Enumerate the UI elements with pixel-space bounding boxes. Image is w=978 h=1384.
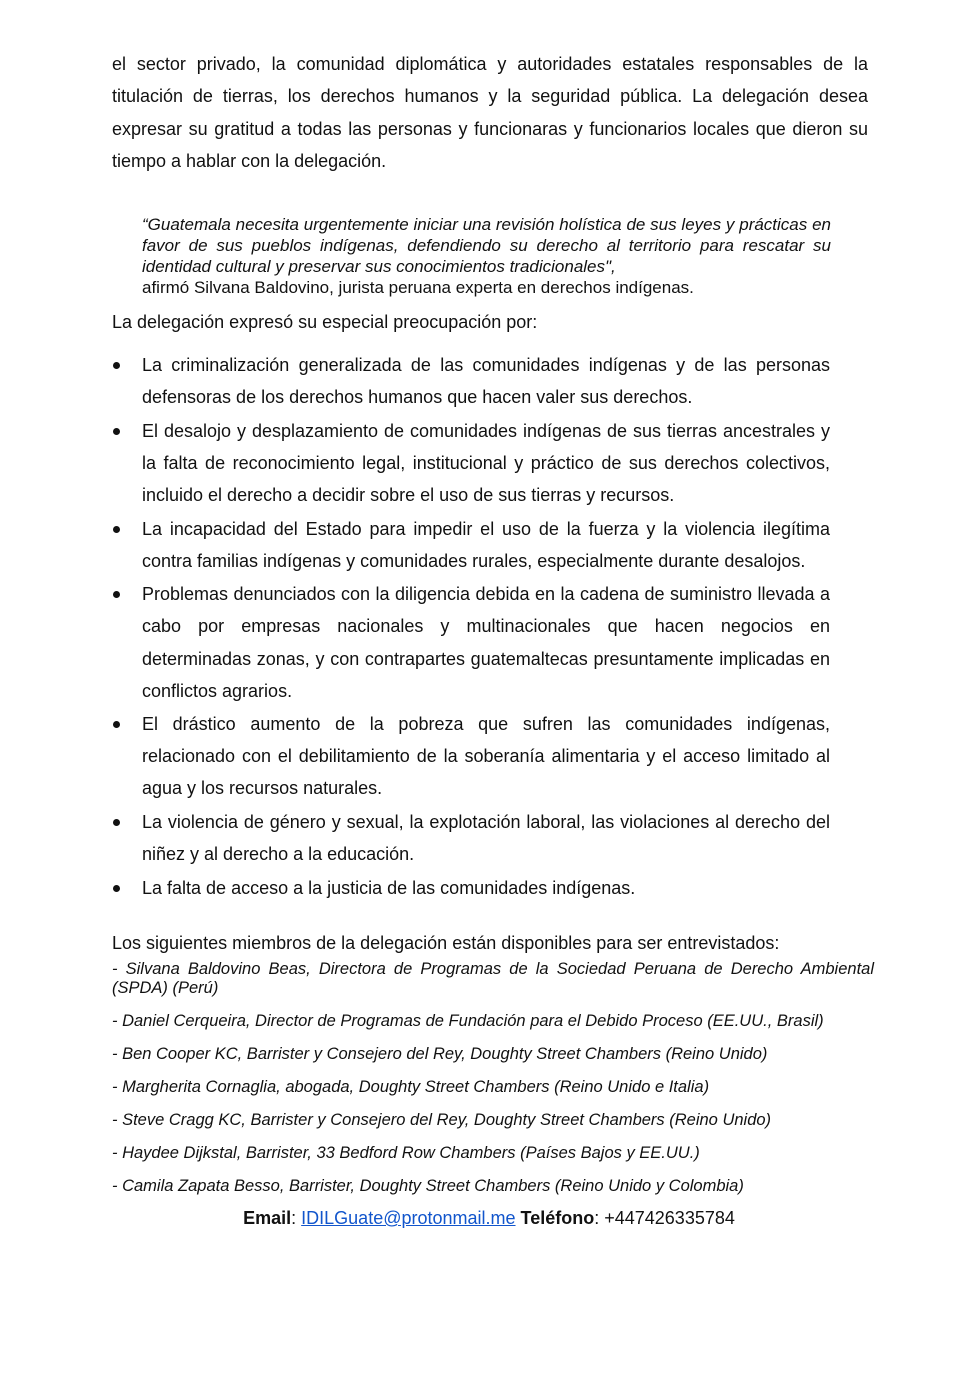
concerns-intro: La delegación expresó su especial preocupación por: <box>112 312 538 333</box>
bullet-icon <box>113 526 120 533</box>
list-item <box>112 872 830 904</box>
contact-line <box>0 1204 978 1232</box>
bullet-icon <box>113 885 120 892</box>
list-item <box>112 708 830 804</box>
member-item: - Camila Zapata Besso, Barrister, Doughty Street Chambers (Reino Unido y Colombia) <box>112 1177 744 1196</box>
members-intro: Los siguientes miembros de la delegación están disponibles para ser entrevistados: <box>112 932 780 953</box>
list-item-text: El drástico aumento de la pobreza que sufren las comunidades indígenas, relacionado con el debilitamiento de la soberanía alimentaria y el acceso limitado al agua y los recursos naturales. <box>142 714 830 799</box>
list-item-text: Problemas denunciados con la diligencia debida en la cadena de suministro llevada a cabo por empresas nacionales y multinacionales que hacen negocios en determinadas zonas, y con contrapartes guatemaltecas presuntamente implicadas en conflictos agrarios. <box>142 584 830 701</box>
email-separator: : <box>291 1208 302 1228</box>
list-item-text: La violencia de género y sexual, la explotación laboral, las violaciones al derecho del niñez y al derecho a la educación. <box>142 812 830 865</box>
phone-label: Teléfono <box>520 1208 595 1228</box>
quote-block <box>142 214 831 298</box>
member-item: - Margherita Cornaglia, abogada, Doughty Street Chambers (Reino Unido e Italia) <box>112 1078 710 1097</box>
list-item-text: La criminalización generalizada de las comunidades indígenas y de las personas defensoras de los derechos humanos que hacen valer sus derechos. <box>142 355 830 408</box>
member-item: - Steve Cragg KC, Barrister y Consejero del Rey, Doughty Street Chambers (Reino Unido) <box>112 1111 772 1130</box>
list-item <box>112 806 830 870</box>
list-item-text: El desalojo y desplazamiento de comunidades indígenas de sus tierras ancestrales y la falta de reconocimiento legal, institucional y práctico de sus derechos colectivos, incluido el derecho a decidir sobre el uso de sus tierras y recursos. <box>142 420 830 506</box>
member-item: - Silvana Baldovino Beas, Directora de Programas de la Sociedad Peruana de Derecho Ambiental (SPDA) (Perú) <box>112 959 874 998</box>
member-item: - Ben Cooper KC, Barrister y Consejero del Rey, Doughty Street Chambers (Reino Unido) <box>112 1045 768 1064</box>
document-page <box>112 48 874 1210</box>
quote-attribution: afirmó Silvana Baldovino, jurista peruana experta en derechos indígenas. <box>142 278 694 298</box>
list-item <box>112 578 830 706</box>
phone-number: +447426335784 <box>604 1208 735 1228</box>
list-item-text: La falta de acceso a la justicia de las comunidades indígenas. <box>142 877 636 898</box>
email-label: Email <box>243 1208 292 1228</box>
bullet-icon <box>113 819 120 826</box>
quote-text: “Guatemala necesita urgentemente iniciar una revisión holística de sus leyes y prácticas en favor de sus pueblos indígenas, defendiendo su derecho al territorio para rescatar su identidad cultural y preservar sus conocimientos tradicionales", <box>142 215 831 277</box>
members-list <box>112 960 874 1197</box>
member-item: - Haydee Dijkstal, Barrister, 33 Bedford Row Chambers (Países Bajos y EE.UU.) <box>112 1144 700 1163</box>
phone-separator: : <box>594 1208 605 1228</box>
list-item <box>112 349 830 413</box>
bullet-icon <box>113 428 120 435</box>
member-item: - Daniel Cerqueira, Director de Programas de Fundación para el Debido Proceso (EE.UU., Brasil) <box>112 1012 824 1031</box>
intro-paragraph: el sector privado, la comunidad diplomática y autoridades estatales responsables de la titulación de tierras, los derechos humanos y la seguridad pública. La delegación desea expresar su gratitud a todas las personas y funcionaras y funcionarios locales que dieron su tiempo a hablar con la delegación. <box>112 54 868 171</box>
concerns-list <box>112 349 830 904</box>
list-item <box>112 415 830 511</box>
list-item-text: La incapacidad del Estado para impedir el uso de la fuerza y la violencia ilegítima contra familias indígenas y comunidades rurales, especialmente durante desalojos. <box>142 518 830 571</box>
bullet-icon <box>113 721 120 728</box>
email-link[interactable]: IDILGuate@protonmail.me <box>301 1208 516 1228</box>
list-item <box>112 513 830 577</box>
bullet-icon <box>113 362 120 369</box>
bullet-icon <box>113 591 120 598</box>
